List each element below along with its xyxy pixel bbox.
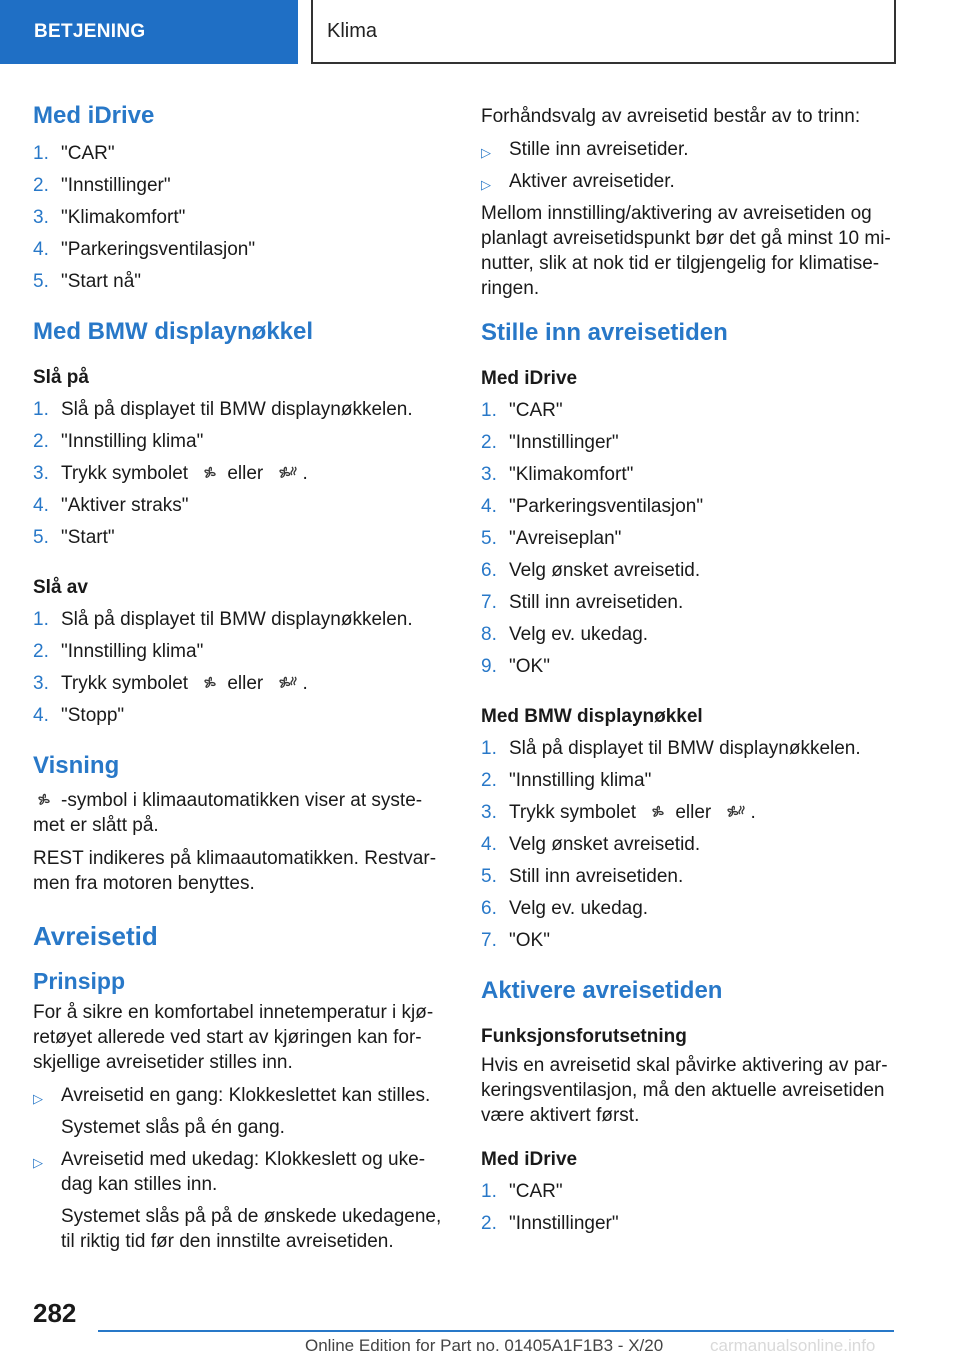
fan-heat-icon [275,674,297,692]
activate-idrive-heading: Med iDrive [481,1149,578,1170]
chapter-title: Klima [311,0,896,64]
list-item: 2. "Innstilling klima" [33,431,204,452]
set-key-steps [481,733,899,957]
preselect-steps [481,137,899,194]
left-column [33,100,451,1261]
idrive-steps [33,138,451,298]
set-idrive-steps [481,395,899,683]
list-item: 1. Slå på displayet til BMW displaynøkkelen. [481,738,861,759]
list-item: 5. "Avreiseplan" [481,528,622,549]
list-item: ▷ Stille inn avreisetider. [481,139,689,160]
activate-heading: Aktivere avreisetiden [481,977,723,1004]
list-item: 3. Trykk symbolet eller . [33,463,308,484]
list-item: 1. Slå på displayet til BMW displaynøkkelen. [33,399,413,420]
list-item: 3. Trykk symbolet eller . [33,673,308,694]
switch-on-steps [33,394,451,554]
fan-heat-icon [275,464,297,482]
list-item: ▷ Avreisetid en gang: Klokkeslettet kan stilles. Systemet slås på én gang. [33,1085,431,1138]
display-key-heading: Med BMW displaynøkkel [33,318,314,345]
section-tab: BETJENING [0,0,298,64]
list-item: 3. Trykk symbolet eller . [481,802,756,823]
departure-heading: Avreisetid [33,921,158,951]
set-idrive-heading: Med iDrive [481,368,578,389]
preselect-intro: Forhåndsvalg av avreisetid består av to trinn: [481,106,861,127]
requirement-text: Hvis en avreisetid skal påvirke aktivering av par-keringsventilasjon, må den aktuelle avreisetiden være aktivert først. [481,1055,888,1126]
watermark: carmanualsonline.info [710,1336,876,1355]
list-item: 2. "Innstilling klima" [481,770,652,791]
list-item: 8. Velg ev. ukedag. [481,624,649,645]
page-number: 282 [33,1298,77,1328]
list-item: 3. "Klimakomfort" [33,207,186,228]
switch-off-heading: Slå av [33,577,88,598]
list-item: 6. Velg ønsket avreisetid. [481,560,701,581]
list-item: 5. Still inn avreisetiden. [481,866,684,887]
list-item: 4. "Aktiver straks" [33,495,189,516]
fan-icon [647,803,669,821]
list-item: 4. "Stopp" [33,705,125,726]
fan-icon [199,464,221,482]
list-item: 1. "CAR" [481,400,563,421]
display-text-1: -symbol i klimaautomatikken viser at syste-met er slått på. [33,790,423,836]
principle-bullets [33,1083,451,1254]
list-item: 4. "Parkeringsventilasjon" [33,239,256,260]
principle-heading: Prinsipp [33,968,126,994]
list-item: 7. "OK" [481,930,550,951]
list-item: 4. "Parkeringsventilasjon" [481,496,704,517]
list-item: 5. "Start" [33,527,115,548]
list-item: 2. "Innstillinger" [481,432,619,453]
idrive-heading: Med iDrive [33,102,155,129]
fan-icon [33,791,55,809]
set-key-heading: Med BMW displaynøkkel [481,706,703,727]
right-column [481,100,899,1250]
principle-text: For å sikre en komfortabel innetemperatur i kjø-retøyet allerede ved start av kjøringen kan for-skjellige avreisetider stilles inn. [33,1002,434,1073]
list-item: 1. "CAR" [33,143,115,164]
list-item: 1. Slå på displayet til BMW displaynøkkelen. [33,609,413,630]
preselect-note: Mellom innstilling/aktivering av avreisetiden og planlagt avreisetidspunkt bør det gå minst 10 mi-nutter, slik at nok tid er tilgjengelig for klimatise-ringen. [481,203,891,299]
list-item: 9. "OK" [481,656,550,677]
list-item: 2. "Innstillinger" [481,1213,619,1234]
list-item: 7. Still inn avreisetiden. [481,592,684,613]
activate-idrive-steps [481,1176,899,1240]
switch-on-heading: Slå på [33,367,89,388]
display-text-2: REST indikeres på klimaautomatikken. Restvar-men fra motoren benyttes. [33,848,437,894]
list-item: ▷ Avreisetid med ukedag: Klokkeslett og uke-dag kan stilles inn. Systemet slås på på de ønskede ukedagene, til riktig tid før den innstilte avreisetiden. [33,1149,442,1252]
list-item: 5. "Start nå" [33,271,142,292]
list-item: 3. "Klimakomfort" [481,464,634,485]
list-item: 2. "Innstillinger" [33,175,171,196]
display-heading: Visning [33,752,120,779]
edition-text: Online Edition for Part no. 01405A1F1B3 - X/20 [305,1336,664,1355]
requirement-heading: Funksjonsforutsetning [481,1026,687,1047]
list-item: 1. "CAR" [481,1181,563,1202]
list-item: ▷ Aktiver avreisetider. [481,171,675,192]
list-item: 2. "Innstilling klima" [33,641,204,662]
set-heading: Stille inn avreisetiden [481,319,728,346]
list-item: 4. Velg ønsket avreisetid. [481,834,701,855]
fan-heat-icon [723,803,745,821]
fan-icon [199,674,221,692]
footer-rule [98,1330,894,1332]
list-item: 6. Velg ev. ukedag. [481,898,649,919]
switch-off-steps [33,604,451,732]
